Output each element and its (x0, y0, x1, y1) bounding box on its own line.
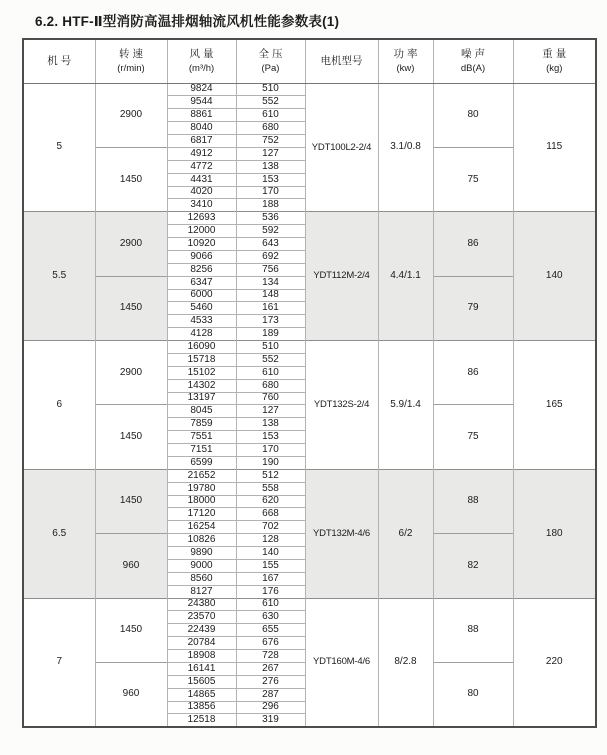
airflow-cell: 7151 (167, 444, 236, 457)
motor-cell: YDT160M-4/6 (305, 598, 378, 727)
airflow-cell: 6347 (167, 276, 236, 289)
weight-cell: 165 (513, 341, 596, 470)
airflow-cell: 19780 (167, 482, 236, 495)
airflow-cell: 9824 (167, 83, 236, 96)
weight-cell: 140 (513, 212, 596, 341)
airflow-cell: 8560 (167, 572, 236, 585)
pressure-cell: 138 (236, 160, 305, 173)
airflow-cell: 15718 (167, 353, 236, 366)
airflow-cell: 7551 (167, 431, 236, 444)
pressure-cell: 756 (236, 263, 305, 276)
noise-cell: 88 (433, 469, 513, 533)
table-row (23, 469, 596, 482)
airflow-cell: 8040 (167, 122, 236, 135)
header-model-no: 机 号 (23, 39, 95, 83)
pressure-cell: 319 (236, 714, 305, 727)
pressure-cell: 680 (236, 379, 305, 392)
pressure-cell: 668 (236, 508, 305, 521)
airflow-cell: 12693 (167, 212, 236, 225)
airflow-cell: 3410 (167, 199, 236, 212)
pressure-cell: 552 (236, 353, 305, 366)
pressure-cell: 752 (236, 135, 305, 148)
pressure-cell: 702 (236, 521, 305, 534)
model-no-cell: 7 (23, 598, 95, 727)
model-no-cell: 5.5 (23, 212, 95, 341)
pressure-cell: 676 (236, 637, 305, 650)
pressure-cell: 155 (236, 559, 305, 572)
header-speed: 转 速 (r/min) (95, 39, 167, 83)
speed-cell: 1450 (95, 147, 167, 211)
airflow-cell: 6000 (167, 289, 236, 302)
weight-cell: 115 (513, 83, 596, 212)
airflow-cell: 6817 (167, 135, 236, 148)
airflow-cell: 14302 (167, 379, 236, 392)
airflow-cell: 9890 (167, 547, 236, 560)
pressure-cell: 128 (236, 534, 305, 547)
header-weight: 重 量 (kg) (513, 39, 596, 83)
pressure-cell: 610 (236, 109, 305, 122)
page-title: 6.2. HTF-Ⅱ型消防高温排烟轴流风机性能参数表(1) (35, 14, 340, 29)
pressure-cell: 610 (236, 366, 305, 379)
pressure-cell: 134 (236, 276, 305, 289)
power-cell: 8/2.8 (378, 598, 433, 727)
airflow-cell: 4431 (167, 173, 236, 186)
pressure-cell: 138 (236, 418, 305, 431)
airflow-cell: 15102 (167, 366, 236, 379)
pressure-cell: 188 (236, 199, 305, 212)
speed-cell: 1450 (95, 405, 167, 469)
airflow-cell: 9000 (167, 559, 236, 572)
table-row (23, 212, 596, 225)
airflow-cell: 12000 (167, 225, 236, 238)
motor-cell: YDT132S-2/4 (305, 341, 378, 470)
airflow-cell: 10920 (167, 238, 236, 251)
airflow-cell: 10826 (167, 534, 236, 547)
pressure-cell: 161 (236, 302, 305, 315)
pressure-cell: 176 (236, 585, 305, 598)
noise-cell: 80 (433, 662, 513, 726)
table-row (23, 598, 596, 611)
noise-cell: 88 (433, 598, 513, 662)
airflow-cell: 8256 (167, 263, 236, 276)
pressure-cell: 592 (236, 225, 305, 238)
airflow-cell: 16254 (167, 521, 236, 534)
power-cell: 5.9/1.4 (378, 341, 433, 470)
airflow-cell: 6599 (167, 456, 236, 469)
airflow-cell: 17120 (167, 508, 236, 521)
pressure-cell: 728 (236, 650, 305, 663)
airflow-cell: 21652 (167, 469, 236, 482)
pressure-cell: 552 (236, 96, 305, 109)
motor-cell: YDT132M-4/6 (305, 469, 378, 598)
motor-cell: YDT100L2-2/4 (305, 83, 378, 212)
pressure-cell: 620 (236, 495, 305, 508)
power-cell: 3.1/0.8 (378, 83, 433, 212)
model-no-cell: 5 (23, 83, 95, 212)
speed-cell: 1450 (95, 276, 167, 340)
airflow-cell: 22439 (167, 624, 236, 637)
pressure-cell: 296 (236, 701, 305, 714)
airflow-cell: 8045 (167, 405, 236, 418)
table-row (23, 83, 596, 96)
table-body (23, 83, 596, 727)
pressure-cell: 760 (236, 392, 305, 405)
airflow-cell: 9066 (167, 250, 236, 263)
airflow-cell: 4772 (167, 160, 236, 173)
airflow-cell: 23570 (167, 611, 236, 624)
airflow-cell: 12518 (167, 714, 236, 727)
airflow-cell: 18000 (167, 495, 236, 508)
airflow-cell: 15605 (167, 675, 236, 688)
pressure-cell: 512 (236, 469, 305, 482)
header-power: 功 率 (kw) (378, 39, 433, 83)
pressure-cell: 189 (236, 328, 305, 341)
pressure-cell: 510 (236, 341, 305, 354)
pressure-cell: 276 (236, 675, 305, 688)
pressure-cell: 536 (236, 212, 305, 225)
airflow-cell: 18908 (167, 650, 236, 663)
airflow-cell: 4020 (167, 186, 236, 199)
speed-cell: 1450 (95, 598, 167, 662)
pressure-cell: 153 (236, 431, 305, 444)
header-row (23, 39, 596, 83)
pressure-cell: 267 (236, 662, 305, 675)
pressure-cell: 170 (236, 186, 305, 199)
airflow-cell: 16090 (167, 341, 236, 354)
airflow-cell: 8127 (167, 585, 236, 598)
header-noise: 噪 声 dB(A) (433, 39, 513, 83)
noise-cell: 82 (433, 534, 513, 598)
power-cell: 6/2 (378, 469, 433, 598)
pressure-cell: 190 (236, 456, 305, 469)
header-motor-model: 电机型号 (305, 39, 378, 83)
pressure-cell: 692 (236, 250, 305, 263)
airflow-cell: 13197 (167, 392, 236, 405)
noise-cell: 86 (433, 341, 513, 405)
noise-cell: 75 (433, 405, 513, 469)
pressure-cell: 148 (236, 289, 305, 302)
airflow-cell: 20784 (167, 637, 236, 650)
pressure-cell: 140 (236, 547, 305, 560)
speed-cell: 2900 (95, 83, 167, 147)
pressure-cell: 610 (236, 598, 305, 611)
airflow-cell: 16141 (167, 662, 236, 675)
header-airflow: 风 量 (m³/h) (167, 39, 236, 83)
motor-cell: YDT112M-2/4 (305, 212, 378, 341)
speed-cell: 1450 (95, 469, 167, 533)
airflow-cell: 7859 (167, 418, 236, 431)
weight-cell: 220 (513, 598, 596, 727)
airflow-cell: 4128 (167, 328, 236, 341)
header-pressure: 全 压 (Pa) (236, 39, 305, 83)
pressure-cell: 630 (236, 611, 305, 624)
pressure-cell: 170 (236, 444, 305, 457)
pressure-cell: 287 (236, 688, 305, 701)
airflow-cell: 13856 (167, 701, 236, 714)
noise-cell: 75 (433, 147, 513, 211)
pressure-cell: 127 (236, 147, 305, 160)
pressure-cell: 510 (236, 83, 305, 96)
airflow-cell: 8861 (167, 109, 236, 122)
power-cell: 4.4/1.1 (378, 212, 433, 341)
airflow-cell: 4533 (167, 315, 236, 328)
pressure-cell: 680 (236, 122, 305, 135)
pressure-cell: 153 (236, 173, 305, 186)
model-no-cell: 6.5 (23, 469, 95, 598)
model-no-cell: 6 (23, 341, 95, 470)
airflow-cell: 14865 (167, 688, 236, 701)
pressure-cell: 127 (236, 405, 305, 418)
table-row (23, 341, 596, 354)
airflow-cell: 9544 (167, 96, 236, 109)
noise-cell: 80 (433, 83, 513, 147)
performance-table (22, 38, 597, 728)
pressure-cell: 167 (236, 572, 305, 585)
pressure-cell: 173 (236, 315, 305, 328)
airflow-cell: 24380 (167, 598, 236, 611)
speed-cell: 2900 (95, 341, 167, 405)
airflow-cell: 5460 (167, 302, 236, 315)
pressure-cell: 655 (236, 624, 305, 637)
speed-cell: 960 (95, 662, 167, 726)
pressure-cell: 643 (236, 238, 305, 251)
weight-cell: 180 (513, 469, 596, 598)
table-header (23, 39, 596, 83)
speed-cell: 960 (95, 534, 167, 598)
airflow-cell: 4912 (167, 147, 236, 160)
pressure-cell: 558 (236, 482, 305, 495)
noise-cell: 79 (433, 276, 513, 340)
speed-cell: 2900 (95, 212, 167, 276)
noise-cell: 86 (433, 212, 513, 276)
